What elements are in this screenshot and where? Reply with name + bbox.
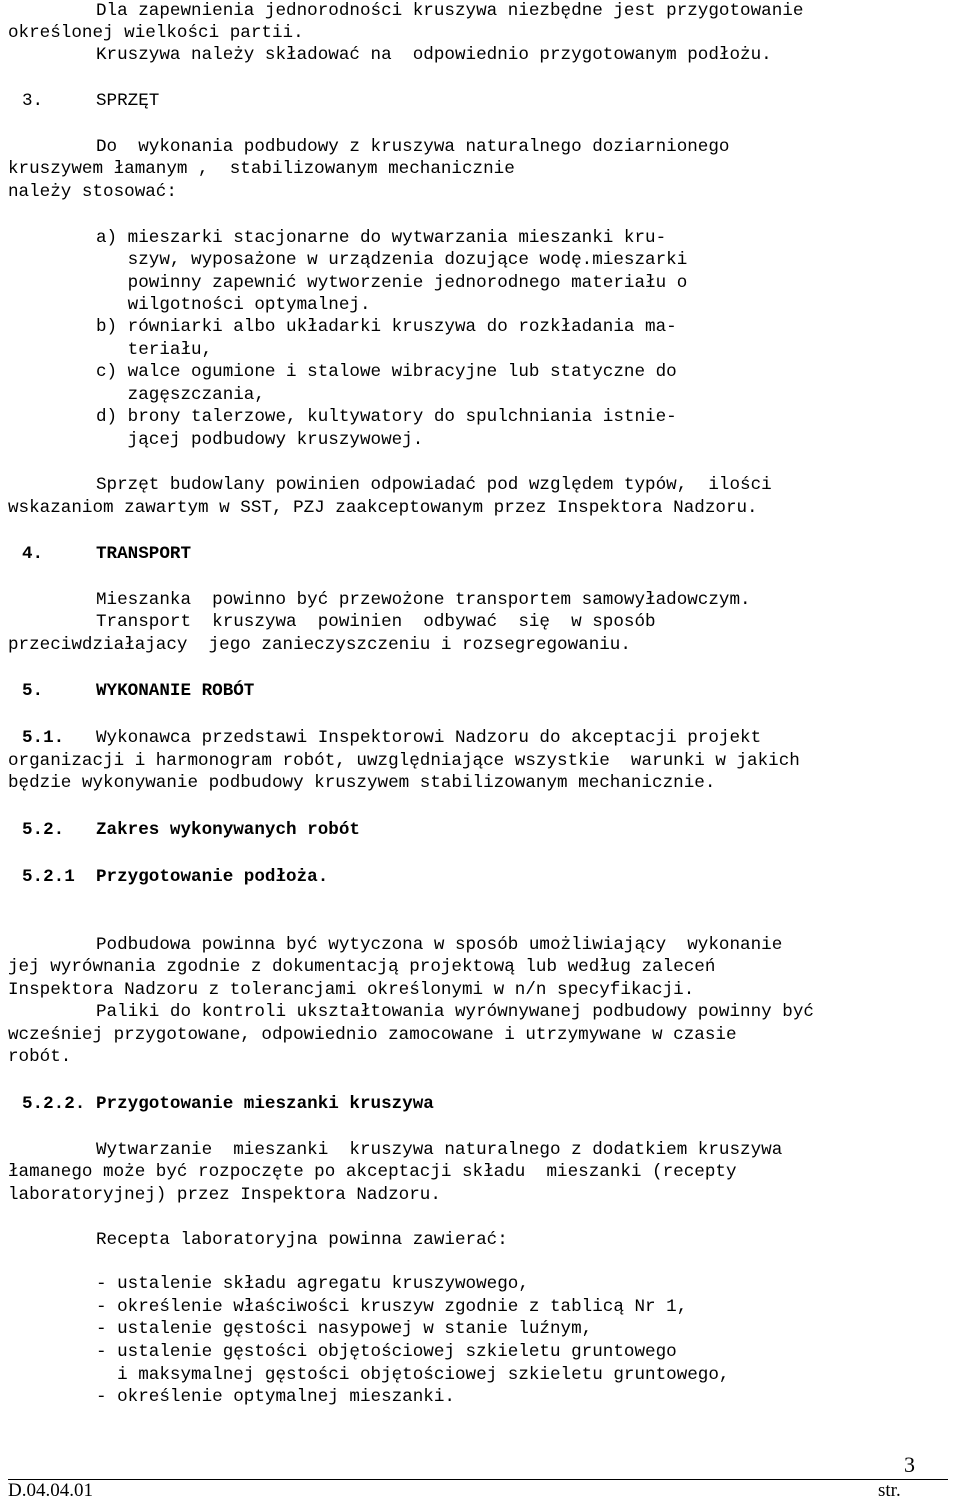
intro-line: Dla zapewnienia jednorodności kruszywa niezbędne jest przygotowanie [96,1,804,21]
list-item-line: - określenie optymalnej mieszanki. [96,1387,455,1407]
paragraph-line: Paliki do kontroli ukształtowania wyrównywanej podbudowy powinny być [96,1002,814,1022]
section-number: 5.2.2. [22,1094,86,1114]
footer-rule [8,1479,948,1480]
list-item-line: - ustalenie składu agregatu kruszywowego, [96,1274,529,1294]
list-item-line: zagęszczania, [96,385,265,405]
paragraph-line: łamanego może być rozpoczęte po akceptacji składu mieszanki (recepty [8,1162,737,1182]
paragraph-line: Transport kruszywa powinien odbywać się w sposób [96,612,656,632]
paragraph-line: przeciwdziałajacy jego zanieczyszczeniu i rozsegregowaniu. [8,635,631,655]
page-label: str. [878,1480,901,1501]
section-number: 5.2.1 [22,867,75,887]
paragraph-line: należy stosować: [8,182,177,202]
list-item-line: a) mieszarki stacjonarne do wytwarzania mieszanki kru- [96,228,667,248]
paragraph-line: robót. [8,1047,72,1067]
list-item-line: - ustalenie gęstości objętościowej szkieletu gruntowego [96,1342,677,1362]
paragraph-line: wcześniej przygotowane, odpowiednio zamocowane i utrzymywane w czasie [8,1025,737,1045]
list-item-line: c) walce ogumione i stalowe wibracyjne lub statyczne do [96,362,677,382]
list-item-line: i maksymalnej gęstości objętościowej szkieletu gruntowego, [96,1365,730,1385]
paragraph-line: organizacji i harmonogram robót, uwzględniające wszystkie warunki w jakich [8,751,800,771]
section-title: Zakres wykonywanych robót [96,820,360,840]
paragraph-line: Wykonawca przedstawi Inspektorowi Nadzoru do akceptacji projekt [96,728,762,748]
paragraph-line: wskazaniom zawartym w SST, PZJ zaakceptowanym przez Inspektora Nadzoru. [8,498,758,518]
list-item-line: d) brony talerzowe, kultywatory do spulchniania istnie- [96,407,677,427]
section-number: 5.2. [22,820,65,840]
paragraph-line: Podbudowa powinna być wytyczona w sposób umożliwiający wykonanie [96,935,783,955]
paragraph-line: laboratoryjnej) przez Inspektora Nadzoru. [8,1185,441,1205]
list-item-line: b) równiarki albo układarki kruszywa do rozkładania ma- [96,317,677,337]
section-title: Przygotowanie mieszanki kruszywa [96,1094,434,1114]
paragraph-line: Sprzęt budowlany powinien odpowiadać pod względem typów, ilości [96,475,772,495]
intro-line: Kruszywa należy składować na odpowiednio przygotowanym podłożu. [96,45,772,65]
list-item-line: - określenie właściwości kruszyw zgodnie z tablicą Nr 1, [96,1297,688,1317]
page-number: 3 [904,1452,915,1477]
list-item-line: wilgotności optymalnej. [96,295,371,315]
section-title: SPRZĘT [96,91,160,111]
paragraph-line: Wytwarzanie mieszanki kruszywa naturalnego z dodatkiem kruszywa [96,1140,783,1160]
list-item-line: powinny zapewnić wytworzenie jednorodnego materiału o [96,273,688,293]
section-number: 5.1. [22,728,65,748]
section-title: WYKONANIE ROBÓT [96,681,255,701]
intro-line: określonej wielkości partii. [8,23,304,43]
paragraph-line: jej wyrównania zgodnie z dokumentacją projektową lub według zaleceń [8,957,716,977]
paragraph-line: Do wykonania podbudowy z kruszywa naturalnego doziarnionego [96,137,730,157]
section-title: Przygotowanie podłoża. [96,867,329,887]
section-title: TRANSPORT [96,544,192,564]
paragraph-line: Mieszanka powinno być przewożone transportem samowyładowczym. [96,590,751,610]
paragraph-line: będzie wykonywanie podbudowy kruszywem stabilizowanym mechanicznie. [8,773,716,793]
list-item-line: teriału, [96,340,213,360]
document-code: D.04.04.01 [8,1480,93,1501]
list-item-line: - ustalenie gęstości nasypowej w stanie luźnym, [96,1319,593,1339]
paragraph-line: Inspektora Nadzoru z tolerancjami określonymi w n/n specyfikacji. [8,980,695,1000]
list-item-line: szyw, wyposażone w urządzenia dozujące wodę.mieszarki [96,250,688,270]
paragraph-line: kruszywem łamanym , stabilizowanym mechanicznie [8,159,515,179]
section-number: 3. [22,91,44,111]
paragraph-line: Recepta laboratoryjna powinna zawierać: [96,1230,508,1250]
section-number: 5. [22,681,44,701]
list-item-line: jącej podbudowy kruszywowej. [96,430,424,450]
section-number: 4. [22,544,44,564]
